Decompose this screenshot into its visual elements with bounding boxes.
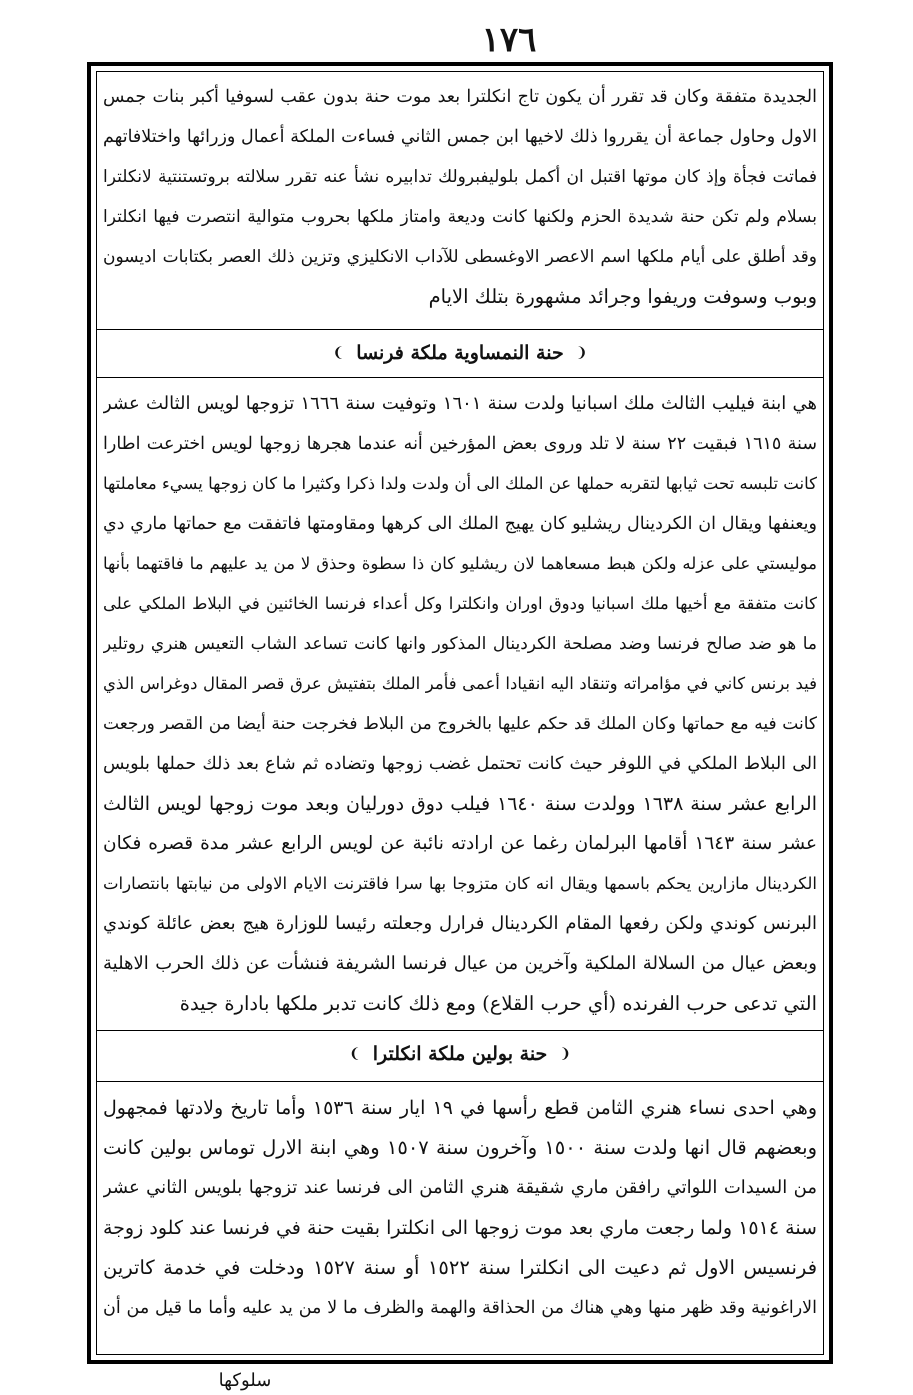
text-line: سنة ١٦١٥ فبقيت ٢٢ سنة لا تلد وروى بعض المؤرخين أنه عندما هجرها زوجها لويس اخترعت اطارا xyxy=(103,434,817,454)
text-line: الى البلاط الملكي في اللوفر حيث كانت تحتمل غضب زوجها وتضاده ثم شاع بعد ذلك حملها بلويس xyxy=(103,754,817,774)
text-line: الرابع عشر سنة ١٦٣٨ وولدت سنة ١٦٤٠ فيلب دوق دورليان وبعد موت زوجها لويس الثالث xyxy=(103,793,817,815)
text-line: البرنس كوندي ولكن رفعها المقام الكردينال فرارل وجعلته رئيسا للوزارة هيج بعض عائلة كوندي xyxy=(103,913,817,934)
intro-paragraph xyxy=(103,77,817,317)
text-line: الاول وحاول جماعة أن يقرروا ذلك لاخيها ابن جمس الثاني فساءت الملكة أعمال وزرائها واختلافاتهم xyxy=(103,127,817,147)
text-line: فرنسيس الاول ثم دعيت الى انكلترا سنة ١٥٢٢ أو سنة ١٥٢٧ ودخلت في خدمة كاترين xyxy=(103,1256,817,1279)
section-heading: حنة النمساوية ملكة فرنسا xyxy=(356,342,564,364)
anne-boleyn-paragraph xyxy=(103,1088,817,1328)
text-line: بسلام ولم تكن حنة شديدة الحزم ولكنها كانت وديعة وامتاز ملكها بحروب متوالية انتصرت فيها انكلترا xyxy=(103,207,817,227)
text-line: هي ابنة فيليب الثالث ملك اسبانيا ولدت سنة ١٦٠١ وتوفيت سنة ١٦٦٦ تزوجها لويس الثالث عشر xyxy=(103,393,817,414)
catchword: سلوكها xyxy=(218,1370,272,1391)
ornament-icon: ❨ xyxy=(332,345,345,361)
text-line: ويعنفها ويقال ان الكردينال ريشليو كان يهيج الملك الى كرهها ومقاومتها فاتفقت مع حماتها ماري دي xyxy=(103,514,817,534)
text-line: الجديدة متفقة وكان قد تقرر أن يكون تاج انكلترا بعد موت حنة بدون عقب لسوفيا أكبر بنات جمس xyxy=(103,87,817,107)
text-line: الاراغونية وقد ظهر منها وهي هناك من الحذاقة والهمة والظرف ما لا من يد عليه وأما ما قيل من أن xyxy=(103,1298,817,1318)
text-line: كانت متفقة مع أخيها ملك اسبانيا ودوق اوران وانكلترا وكل أعداء فرنسا الخائنين في البلاط الملكي على xyxy=(103,594,817,613)
heading-anne-boleyn-wrap xyxy=(96,1039,824,1069)
text-line: ما هو ضد صالح فرنسا وضد مصلحة الكردينال المذكور وانها كانت تساعد الشاب التعيس هنري روتلير xyxy=(103,634,817,654)
text-line: وبعض عيال من السلالة الملكية وآخرين من عيال فرنسا الشريفة فنشأت عن ذلك الحرب الاهلية xyxy=(103,953,817,974)
heading-anne-of-austria-wrap xyxy=(96,338,824,368)
text-line: وقد أطلق على أيام ملكها اسم الاعصر الاوغسطى للآداب الانكليزي وتزين ذلك العصر بكتابات اديسون xyxy=(103,247,817,267)
heading-rule xyxy=(96,1081,824,1082)
section-divider xyxy=(96,329,824,330)
text-line: كانت فيه مع حماتها وكان الملك قد حكم عليها بالخروج من البلاط فخرجت حنة أيضا من القصر ورجعت xyxy=(103,714,817,734)
text-line: وبوب وسوفت وريفوا وجرائد مشهورة بتلك الايام xyxy=(428,285,817,308)
heading-rule xyxy=(96,377,824,378)
text-line: وهي احدى نساء هنري الثامن قطع رأسها في ١٩ ايار سنة ١٥٣٦ وأما تاريخ ولادتها فمجهول xyxy=(103,1097,817,1119)
anne-of-austria-paragraph xyxy=(103,384,817,1024)
text-line: من السيدات اللواتي رافقن ماري شقيقة هنري الثامن الى فرنسا عند تزوجها بلويس الثاني عشر xyxy=(103,1177,817,1198)
ornament-icon: ❩ xyxy=(575,345,588,361)
text-line: التي تدعى حرب الفرنده (أي حرب القلاع) ومع ذلك كانت تدبر ملكها بادارة جيدة xyxy=(179,992,817,1015)
text-line: وبعضهم قال انها ولدت سنة ١٥٠٠ وآخرون سنة ١٥٠٧ وهي ابنة الارل توماس بولين كانت xyxy=(103,1136,817,1159)
text-line: فيد برنس كاني في مؤامراته وتنقاد اليه انقيادا أعمى فأمر الملك بتفتيش عرق قصر المقال دوغراس الذي xyxy=(103,674,817,693)
text-line: موليستي على عزله ولكن هبط مسعاهما لان ريشليو كان ذا سطوة وحذق لا من يد عليهم ما فاقتهما بأنها xyxy=(103,554,817,573)
text-line: سنة ١٥١٤ ولما رجعت ماري بعد موت زوجها الى انكلترا بقيت حنة في فرنسا عند كلود زوجة xyxy=(103,1217,817,1239)
ornament-icon: ❨ xyxy=(348,1046,361,1062)
section-divider xyxy=(96,1030,824,1031)
text-line: الكردينال مازارين يحكم باسمها ويقال انه كان متزوجا بها سرا فاقترنت الايام الاولى من نيابتها بانتصارات xyxy=(103,874,817,893)
page-number: ١٧٦ xyxy=(481,20,537,60)
ornament-icon: ❩ xyxy=(559,1046,572,1062)
text-line: فماتت فجأة وإذ كان موتها اقتبل ان أكمل بلوليفبرولك تدابيره نشأ عنه تقرر سلالته بروتستنتية لانكلترا xyxy=(103,167,817,187)
text-line: عشر سنة ١٦٤٣ أقامها البرلمان رغما عن ارادته نائبة عن لويس الرابع عشر مدة قصره فكان xyxy=(103,833,817,854)
text-line: كانت تلبسه تحت ثيابها لتقربه حملها عن الملك الى أن ولدت ولدا ذكرا وكثيرا ما كان زوجها يسيء معاملتها xyxy=(103,474,817,493)
section-heading: حنة بولين ملكة انكلترا xyxy=(372,1043,548,1065)
